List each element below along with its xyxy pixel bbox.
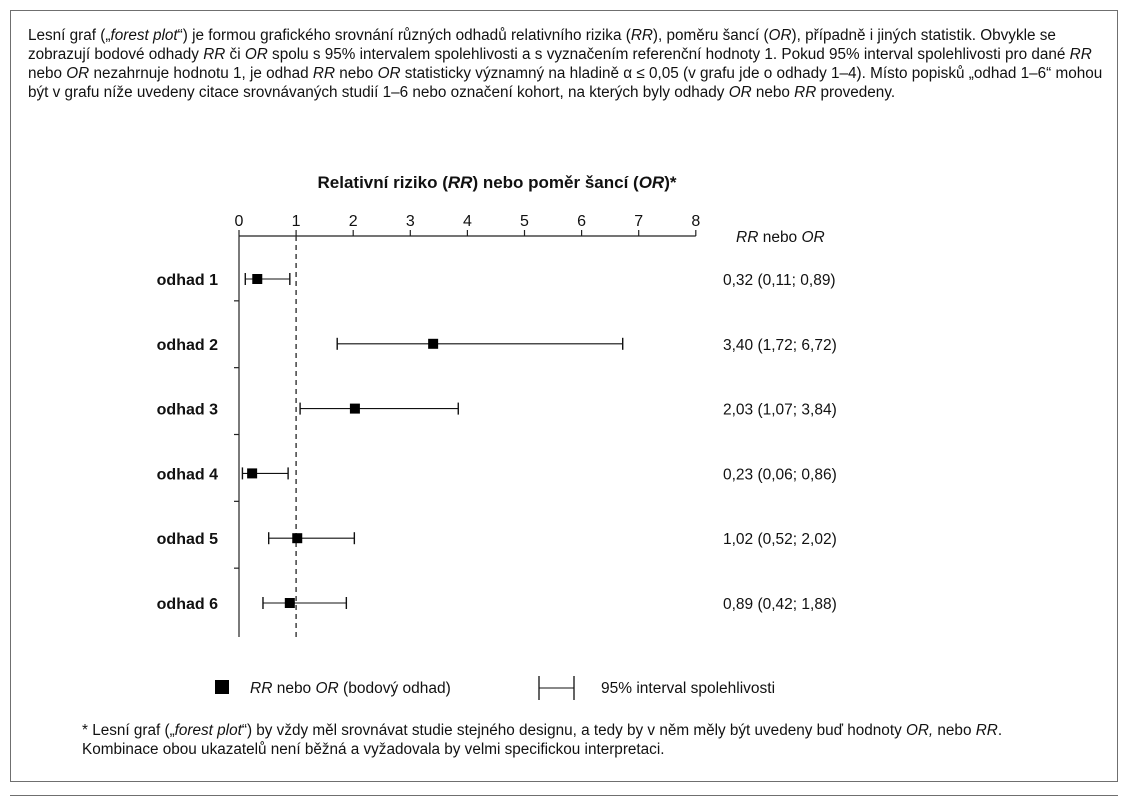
- point-estimate-marker: [252, 274, 262, 284]
- point-estimate-marker: [292, 533, 302, 543]
- row-label: odhad 5: [156, 531, 218, 549]
- ci-value-label: 3,40 (1,72; 6,72): [723, 336, 837, 354]
- ci-value-label: 0,89 (0,42; 1,88): [723, 596, 837, 613]
- x-tick-label-8: 8: [691, 213, 701, 230]
- ci-value-label: 1,02 (0,52; 2,02): [723, 531, 837, 549]
- x-tick-label-1: 1: [291, 213, 301, 230]
- legend-interval-label: 95% interval spolehlivosti: [601, 680, 776, 697]
- row-label: odhad 4: [156, 466, 218, 484]
- row-label: odhad 1: [156, 272, 218, 289]
- x-tick-label-6: 6: [577, 213, 587, 230]
- legend-point-label: RR nebo OR (bodový odhad): [250, 680, 451, 697]
- point-estimate-marker: [247, 468, 257, 478]
- footnote-paragraph: * Lesní graf („forest plot“) by vždy měl srovnávat studie stejného designu, a tedy by v něm měly být uvedeny buď hodnoty OR, nebo RR. Kombinace obou ukazatelů není běžná a vyžadovala by velmi specifickou interpretaci.: [82, 722, 1003, 758]
- point-estimate-marker: [428, 339, 438, 349]
- ci-value-label: 2,03 (1,07; 3,84): [723, 401, 837, 419]
- value-column-header: RR nebo OR: [736, 229, 825, 246]
- x-tick-label-5: 5: [520, 213, 529, 230]
- row-label: odhad 2: [156, 336, 218, 354]
- ci-value-label: 0,32 (0,11; 0,89): [723, 272, 836, 289]
- chart-title: Relativní riziko (RR) nebo poměr šancí (OR)*: [317, 173, 677, 192]
- x-tick-label-7: 7: [634, 213, 644, 230]
- x-tick-label-4: 4: [462, 213, 472, 230]
- x-tick-label-3: 3: [405, 213, 415, 230]
- x-tick-label-2: 2: [348, 213, 358, 230]
- point-estimate-marker: [285, 598, 295, 608]
- ci-value-label: 0,23 (0,06; 0,86): [723, 466, 837, 484]
- x-tick-label-0: 0: [234, 213, 244, 230]
- row-label: odhad 3: [156, 401, 218, 419]
- point-estimate-marker: [350, 404, 360, 414]
- intro-paragraph: Lesní graf („forest plot“) je formou grafického srovnání různých odhadů relativního rizika (RR), poměru šancí (OR), případně i jiných statistik. Obvykle se zobrazují bodové odhady RR či OR spolu s 95% intervalem spolehlivosti a s vyznačením referenční hodnoty 1. Pokud 95% interval spolehlivosti pro dané RR nebo OR nezahrnuje hodnotu 1, je odhad RR nebo OR statisticky významný na hladině α ≤ 0,05 (v grafu jde o odhady 1–4). Místo popisků „odhad 1–6“ mohou být v grafu níže uvedeny citace srovnávaných studií 1–6 nebo označení kohort, na kterých byly odhady OR nebo RR provedeny.: [28, 27, 1103, 101]
- row-label: odhad 6: [156, 596, 218, 613]
- legend-point-marker: [215, 680, 229, 694]
